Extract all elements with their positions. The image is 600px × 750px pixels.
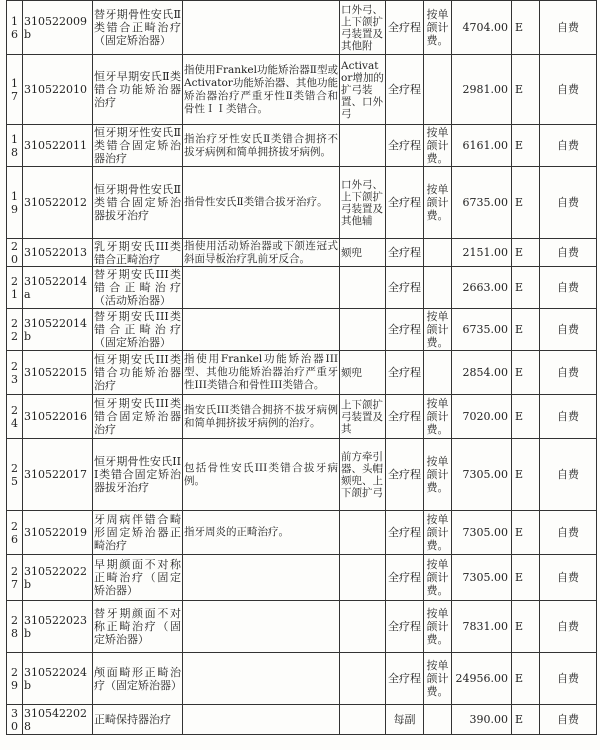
item-price: 4704.00 <box>452 1 512 55</box>
pricing-note: 按单颌计费。 <box>424 555 452 601</box>
payment-type: 自费 <box>540 601 597 653</box>
pricing-note: 按单颌计费。 <box>424 601 452 653</box>
item-price: 24956.00 <box>452 653 512 705</box>
item-number: 22 <box>7 309 23 351</box>
fee-table-body <box>7 1 597 735</box>
pricing-unit: 全疗程 <box>386 511 424 555</box>
excluded-items <box>340 267 386 309</box>
excluded-items <box>340 601 386 653</box>
pricing-unit: 全疗程 <box>386 55 424 125</box>
item-number: 18 <box>7 125 23 167</box>
table-row <box>7 555 597 601</box>
excluded-items <box>340 653 386 705</box>
item-code: 3105422028 <box>23 705 93 735</box>
pricing-note: 按单颌计费。 <box>424 125 452 167</box>
payment-type: 自费 <box>540 439 597 511</box>
item-name: 恒牙期安氏III类错合固定矫治器治疗 <box>93 395 183 439</box>
pricing-note: 按单颌计费。 <box>424 1 452 55</box>
pricing-unit: 全疗程 <box>386 167 424 239</box>
item-name: 替牙期安氏III类错合正畸治疗（活动矫治器） <box>94 268 181 307</box>
excluded-items: 颏兜 <box>340 351 386 395</box>
excluded-items: 口外弓、上下颌扩弓装置及其他辅 <box>340 167 386 239</box>
pricing-note: 按单颌计费。 <box>424 395 452 439</box>
excluded-items: 前方牵引器、头帽颏兜、上下颌扩弓 <box>340 439 386 511</box>
item-description: 指使用Frankel功能矫治器III型、其他功能矫治器治疗严重牙性III类错合和骨性III类错合。 <box>183 351 340 395</box>
item-description <box>183 601 340 653</box>
item-number: 24 <box>7 395 23 439</box>
pricing-unit: 全疗程 <box>386 267 424 309</box>
pricing-unit: 全疗程 <box>386 555 424 601</box>
payment-type: 自费 <box>540 511 597 555</box>
table-row <box>7 309 597 351</box>
item-code: 310522024b <box>23 653 93 705</box>
item-class: E <box>512 167 540 239</box>
pricing-note: 按单颌计费。 <box>424 167 452 239</box>
payment-type: 自费 <box>540 351 597 395</box>
item-price: 2663.00 <box>452 267 512 309</box>
table-row <box>7 1 597 55</box>
item-code: 310522019 <box>23 511 93 555</box>
item-name: 牙周病伴错合畸形固定矫治器正畸治疗 <box>93 511 183 555</box>
table-row <box>7 653 597 705</box>
payment-type: 自费 <box>540 395 597 439</box>
payment-type: 自费 <box>540 309 597 351</box>
table-row <box>7 267 597 309</box>
excluded-items <box>340 511 386 555</box>
item-name: 早期颜面不对称正畸治疗（固定矫治器） <box>93 555 183 601</box>
pricing-unit: 每副 <box>386 705 424 735</box>
item-name: 替牙期安氏III类错合正畸治疗（固定矫治器） <box>94 310 181 349</box>
table-row <box>7 55 597 125</box>
item-class: E <box>512 653 540 705</box>
item-class: E <box>512 601 540 653</box>
item-code: 310522022b <box>23 555 93 601</box>
table-row <box>7 395 597 439</box>
payment-type: 自费 <box>540 267 597 309</box>
item-class: E <box>512 511 540 555</box>
item-number: 21 <box>7 267 23 309</box>
pricing-unit: 全疗程 <box>386 309 424 351</box>
item-price: 6735.00 <box>452 167 512 239</box>
item-class: E <box>512 439 540 511</box>
excluded-items <box>340 555 386 601</box>
item-class: E <box>512 705 540 735</box>
pricing-note: 按单颌计费。 <box>424 309 452 351</box>
item-code: 310522016 <box>23 395 93 439</box>
table-row <box>7 351 597 395</box>
table-row <box>7 439 597 511</box>
payment-type: 自费 <box>540 1 597 55</box>
item-description: 指治疗牙性安氏Ⅱ类错合拥挤不拔牙病例和简单拥挤拔牙病例。 <box>183 125 340 167</box>
excluded-items: 口外弓、上下颌扩弓装置及其他附 <box>340 1 386 55</box>
payment-type: 自费 <box>540 239 597 267</box>
item-name: 恒牙期牙性安氏Ⅱ类错合固定矫治器治疗 <box>94 126 181 165</box>
item-class: E <box>512 239 540 267</box>
item-code: 310522023b <box>23 601 93 653</box>
item-number: 25 <box>7 439 23 511</box>
item-price: 7305.00 <box>452 439 512 511</box>
item-class: E <box>512 555 540 601</box>
item-name: 乳牙期安氏III类错合正畸治疗 <box>94 239 181 266</box>
item-name: 恒牙早期安氏Ⅱ类错合功能矫治器治疗 <box>93 55 183 125</box>
item-description <box>183 705 340 735</box>
excluded-items: 上下颌扩弓装置及其 <box>340 395 386 439</box>
item-price: 2981.00 <box>452 55 512 125</box>
pricing-note: 按单颌计费。 <box>424 511 452 555</box>
fee-table <box>6 0 597 735</box>
pricing-note: 按单颌计费。 <box>424 439 452 511</box>
item-price: 7305.00 <box>452 511 512 555</box>
item-code: 310522011 <box>23 125 93 167</box>
pricing-note <box>424 239 452 267</box>
pricing-unit: 全疗程 <box>386 395 424 439</box>
table-row <box>7 705 597 735</box>
item-description: 包括骨性安氏III类错合拔牙病例。 <box>183 439 340 511</box>
item-description <box>183 555 340 601</box>
excluded-items <box>340 309 386 351</box>
item-code: 310522017 <box>23 439 93 511</box>
item-number: 30 <box>7 705 23 735</box>
pricing-note <box>424 267 452 309</box>
table-row <box>7 601 597 653</box>
item-description <box>183 267 340 309</box>
item-description <box>183 653 340 705</box>
item-number: 23 <box>7 351 23 395</box>
item-number: 28 <box>7 601 23 653</box>
item-number: 17 <box>7 55 23 125</box>
item-price: 2151.00 <box>452 239 512 267</box>
payment-type: 自费 <box>540 125 597 167</box>
item-price: 7305.00 <box>452 555 512 601</box>
item-class: E <box>512 267 540 309</box>
pricing-unit: 全疗程 <box>386 351 424 395</box>
item-price: 7831.00 <box>452 601 512 653</box>
payment-type: 自费 <box>540 167 597 239</box>
excluded-items <box>340 125 386 167</box>
item-code: 310522012 <box>23 167 93 239</box>
pricing-unit: 全疗程 <box>386 653 424 705</box>
pricing-unit: 全疗程 <box>386 239 424 267</box>
item-name: 颅面畸形正畸治疗（固定矫治器） <box>93 653 183 705</box>
pricing-note <box>424 705 452 735</box>
item-code: 310522009b <box>23 1 93 55</box>
item-code: 310522014b <box>23 309 93 351</box>
payment-type: 自费 <box>540 653 597 705</box>
item-price: 6161.00 <box>452 125 512 167</box>
pricing-unit: 全疗程 <box>386 125 424 167</box>
item-number: 16 <box>7 1 23 55</box>
item-price: 7020.00 <box>452 395 512 439</box>
item-description <box>183 309 340 351</box>
table-row <box>7 511 597 555</box>
item-name: 替牙期颜面不对称正畸治疗（固定矫治器） <box>93 601 183 653</box>
payment-type: 自费 <box>540 555 597 601</box>
item-number: 29 <box>7 653 23 705</box>
item-code: 310522014a <box>23 267 93 309</box>
item-name: 恒牙期骨性安氏III类错合固定矫治器拔牙治疗 <box>93 439 183 511</box>
item-name: 恒牙期安氏III类错合功能矫治器治疗 <box>93 351 183 395</box>
item-description: 指牙周炎的正畸治疗。 <box>183 511 340 555</box>
table-row <box>7 239 597 267</box>
pricing-note <box>424 351 452 395</box>
item-name: 替牙期骨性安氏Ⅱ类错合正畸治疗（固定矫治器） <box>93 1 183 55</box>
excluded-items: Activator增加的扩弓装置、口外弓 <box>340 55 386 125</box>
item-class: E <box>512 55 540 125</box>
item-description: 指骨性安氏Ⅱ类错合拔牙治疗。 <box>183 167 340 239</box>
item-description: 指使用Frankel功能矫治器Ⅱ型或Activator功能矫治器、其他功能矫治器治疗严重牙性Ⅱ类错合和骨性ＩＩ类错合。 <box>183 55 340 125</box>
item-description: 指安氏III类错合拥挤不拔牙病例和简单拥挤拔牙病例的治疗。 <box>183 395 340 439</box>
payment-type: 自费 <box>540 705 597 735</box>
item-class: E <box>512 1 540 55</box>
item-class: E <box>512 125 540 167</box>
table-row <box>7 125 597 167</box>
item-number: 27 <box>7 555 23 601</box>
table-row <box>7 167 597 239</box>
pricing-unit: 全疗程 <box>386 1 424 55</box>
excluded-items <box>340 705 386 735</box>
item-name: 恒牙期骨性安氏Ⅱ类错合固定矫治器拔牙治疗 <box>93 167 183 239</box>
item-number: 26 <box>7 511 23 555</box>
item-name: 正畸保持器治疗 <box>93 705 183 735</box>
item-price: 6735.00 <box>452 309 512 351</box>
item-class: E <box>512 395 540 439</box>
pricing-unit: 全疗程 <box>386 439 424 511</box>
pricing-note <box>424 55 452 125</box>
item-code: 310522013 <box>23 239 93 267</box>
payment-type: 自费 <box>540 55 597 125</box>
excluded-items: 颏兜 <box>340 239 386 267</box>
item-price: 2854.00 <box>452 351 512 395</box>
item-number: 20 <box>7 239 23 267</box>
item-class: E <box>512 351 540 395</box>
pricing-note: 按单颌计费。 <box>424 653 452 705</box>
pricing-unit: 全疗程 <box>386 601 424 653</box>
item-description <box>183 1 340 55</box>
item-code: 310522010 <box>23 55 93 125</box>
item-number: 19 <box>7 167 23 239</box>
item-code: 310522015 <box>23 351 93 395</box>
item-price: 390.00 <box>452 705 512 735</box>
item-description: 指使用活动矫治器或下颌连冠式斜面导板治疗乳前牙反合。 <box>184 239 338 265</box>
item-class: E <box>512 309 540 351</box>
